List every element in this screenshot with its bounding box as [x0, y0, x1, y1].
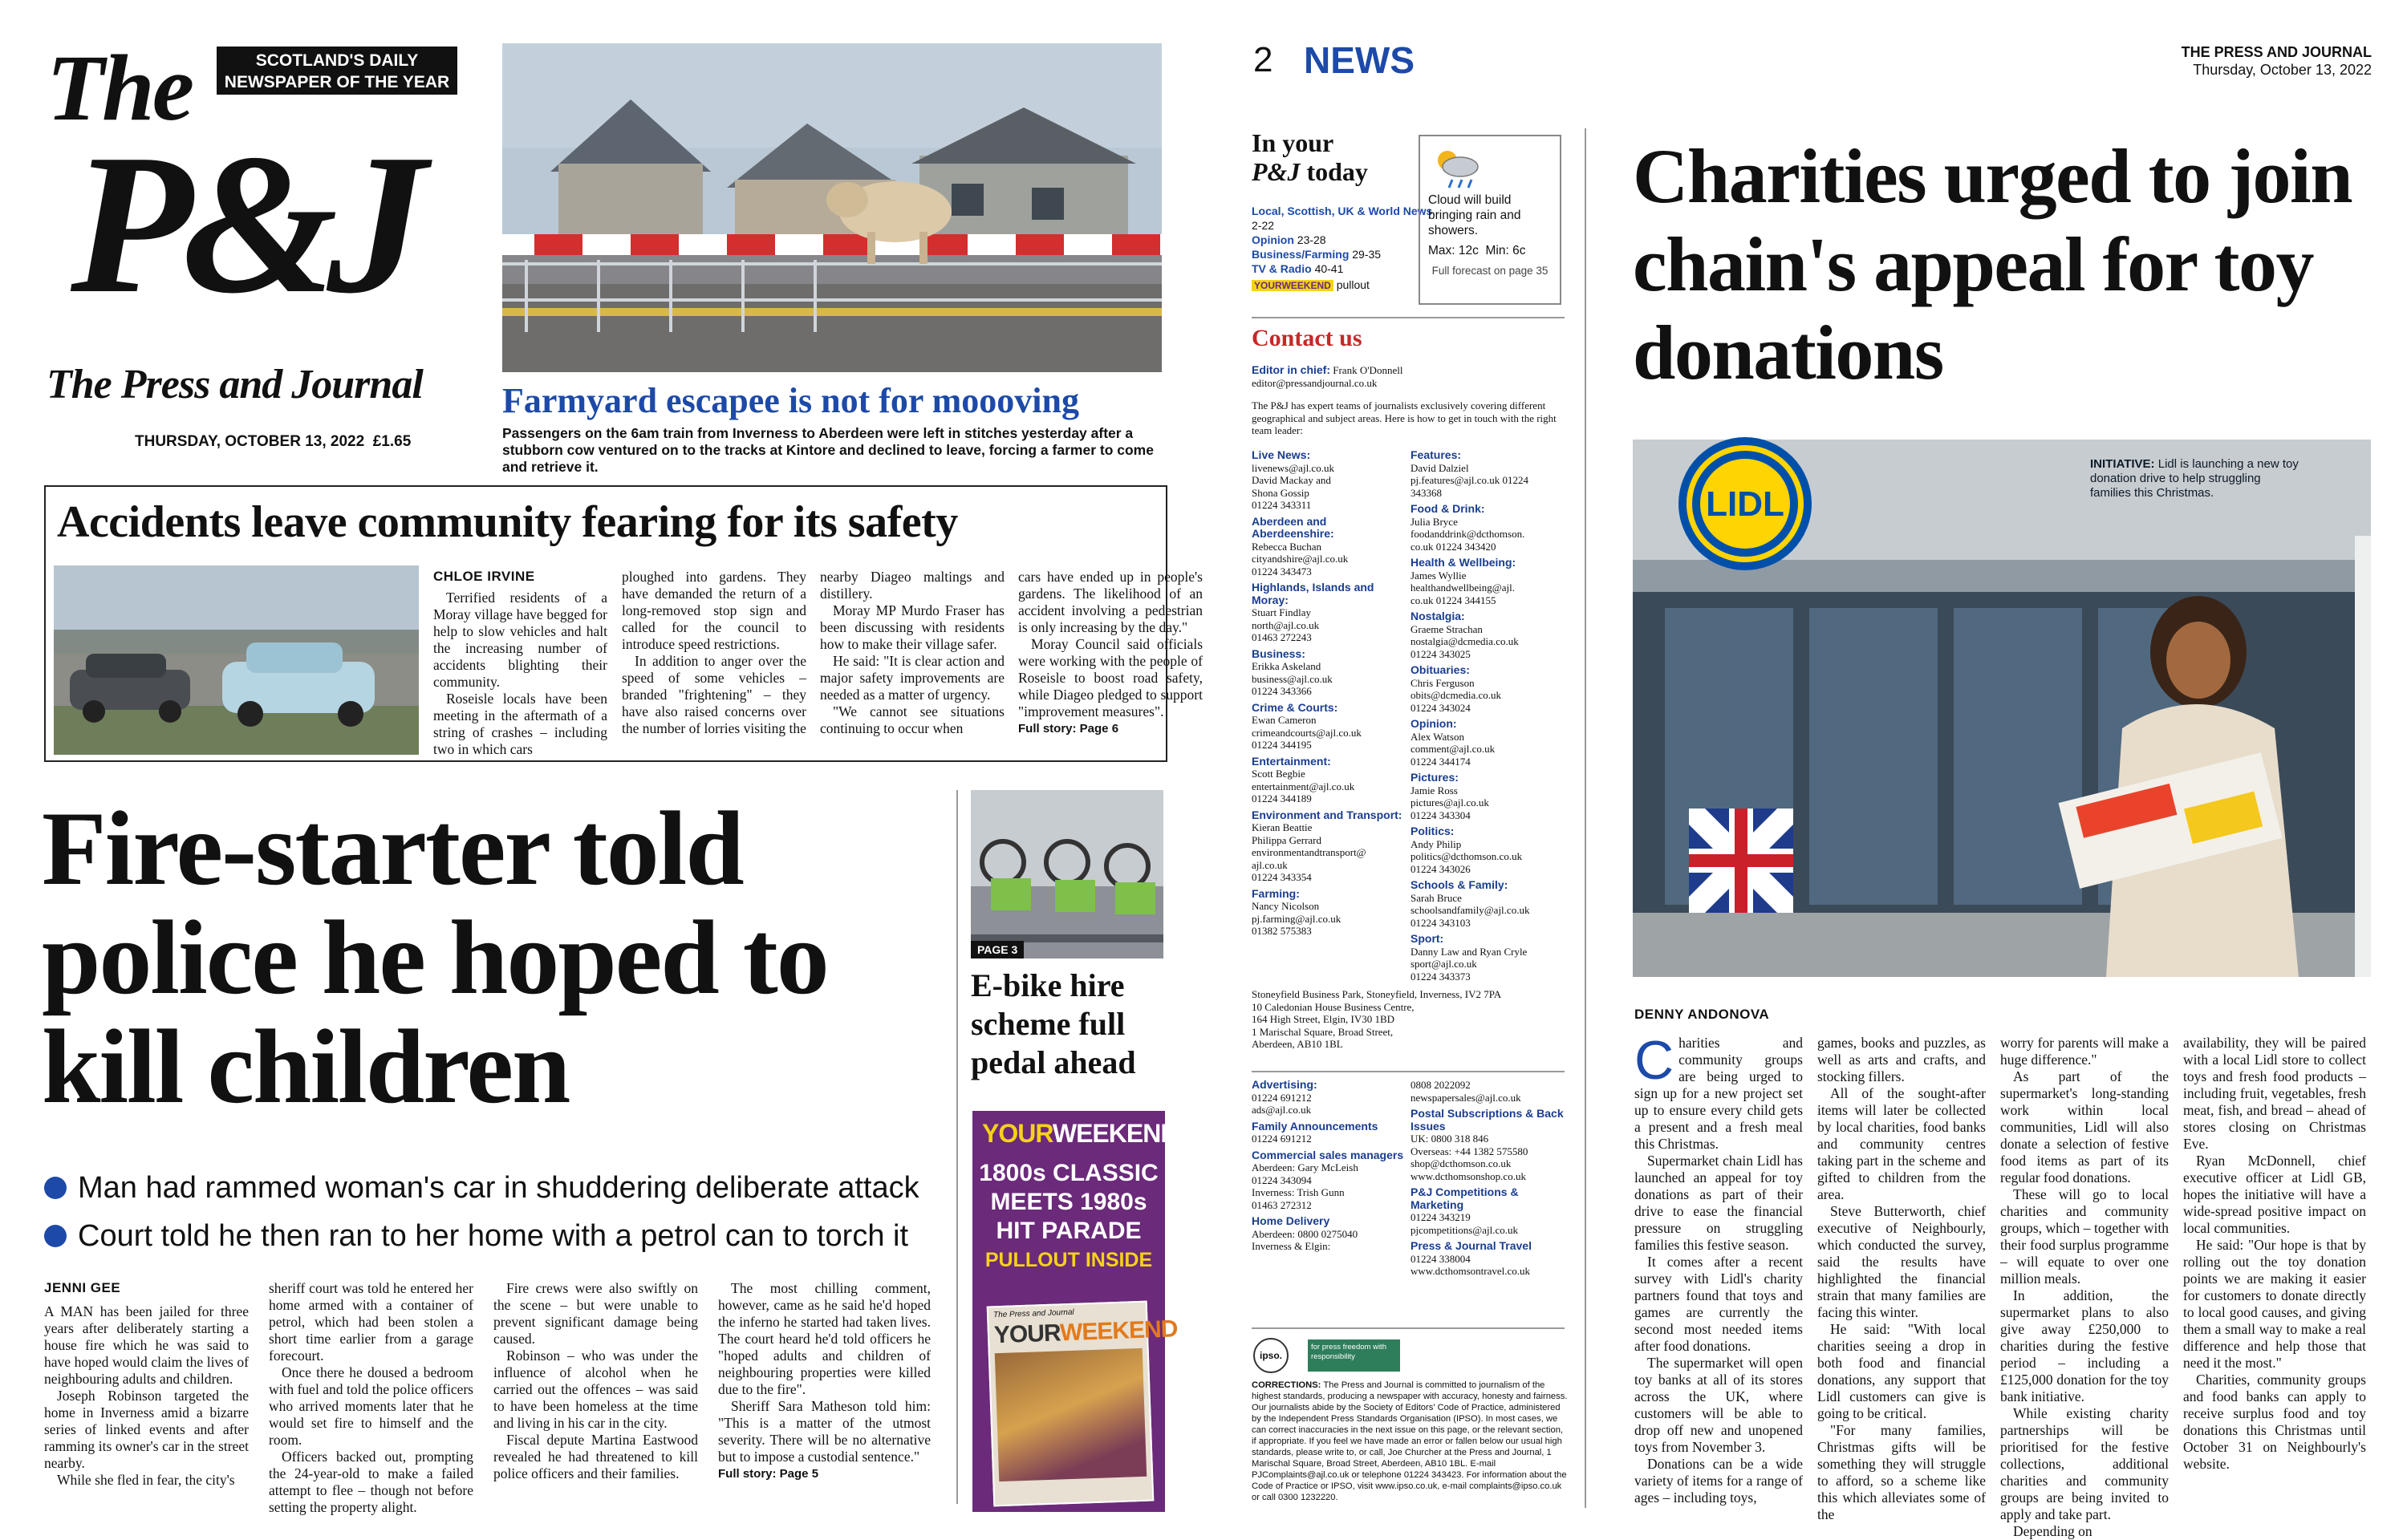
mini-cover-art — [995, 1348, 1147, 1481]
ebike-headline[interactable]: E-bike hire scheme full pedal ahead — [971, 967, 1136, 1080]
contact-entry-line: UK: 0800 318 846 — [1411, 1133, 1489, 1145]
contact-entry — [1411, 718, 1567, 768]
contact-entry-line: 01224 343025 — [1411, 647, 1471, 660]
contact-entry — [1411, 825, 1567, 875]
farmyard-headline: Farmyard escapee is not for moooving — [502, 381, 1079, 420]
editor-email[interactable]: editor@pressandjournal.co.uk — [1252, 376, 1378, 389]
contact-entry — [1411, 664, 1567, 714]
pullout-brand: YOURWEEKEND — [1252, 280, 1333, 291]
charities-para: Supermarket chain Lidl has launched an appeal for toy donations as part of their drive to ease the financial pressure on struggling families this festive season. — [1634, 1153, 1803, 1253]
contact-entry-line[interactable]: crimeandcourts@ajl.co.uk — [1252, 726, 1362, 739]
fire-col-4 — [718, 1280, 931, 1482]
contact-entry-line: 01224 343304 — [1411, 808, 1471, 821]
farmyard-caption: Passengers on the 6am train from Inverness to Aberdeen were left in stitches yesterday after a stubborn cow ventured on to the tracks at Kintore and declined to leave, forcing a farmer to come and retrieve it. — [502, 425, 1154, 475]
contact-entry-line: 01224 343024 — [1411, 701, 1471, 714]
ebike-divider — [956, 790, 958, 1504]
contents-label: Business/Farming — [1252, 248, 1350, 261]
contact-entry — [1411, 772, 1567, 821]
contact-entry-line: Overseas: +44 1382 575580 — [1411, 1145, 1528, 1157]
charities-byline: DENNY ANDONOVA — [1634, 1007, 1770, 1022]
contact-entry-line: 01224 343219 — [1411, 1211, 1471, 1223]
contact-entry — [1411, 879, 1567, 929]
contact-entry — [1252, 1215, 1404, 1253]
weekend-line-4: PULLOUT INSIDE — [984, 1249, 1153, 1271]
contact-entry-label: Home Delivery — [1252, 1214, 1330, 1227]
corrections-notice — [1252, 1380, 1569, 1503]
accidents-col-2 — [622, 569, 806, 737]
contact-entry — [1411, 449, 1567, 499]
in-your-line: In your — [1252, 128, 1334, 157]
weather-min: Min: 6c — [1485, 244, 1526, 257]
lidl-logo-text: LIDL — [1706, 484, 1784, 524]
dateline: THURSDAY, OCTOBER 13, 2022 £1.65 — [135, 433, 412, 450]
accidents-byline: CHLOE IRVINE — [433, 569, 535, 584]
contact-entry-line: Stuart Findlay — [1252, 606, 1312, 618]
contact-entry-line[interactable]: newspapersales@ajl.co.uk — [1411, 1091, 1521, 1104]
contact-entry-line: Nancy Nicolson — [1252, 900, 1320, 912]
contact-entry — [1252, 1079, 1404, 1116]
charities-para: While existing charity partnerships will be prioritised for the festive collections, additional charities and community groups are being invited to apply and take part. — [2000, 1405, 2169, 1522]
in-your-today: today — [1306, 157, 1368, 186]
accidents-para: Moray Council said officials were working with the people of Roseisle to boost road safety, while Diageo pledged to support "improvement measures". — [1018, 636, 1203, 719]
contact-list-right-2 — [1411, 1079, 1567, 1282]
accidents-para: He said: "It is clear action and major safety improvements are needed as a matter of urgency. — [820, 653, 1005, 703]
contents-label: TV & Radio — [1252, 262, 1312, 275]
logo-the: The — [47, 35, 193, 140]
weather-temps — [1428, 243, 1552, 258]
contact-entry-line[interactable]: ads@ajl.co.uk — [1252, 1104, 1312, 1116]
charities-para: As part of the supermarket's long-standing work within local communities, Lidl will also donate a selection of festive food items as part of its regular food donations. — [2000, 1068, 2169, 1185]
fire-col-2 — [269, 1280, 473, 1516]
contact-entry — [1252, 582, 1404, 644]
contact-divider — [1252, 1071, 1565, 1072]
contact-entry-line: Alex Watson — [1411, 730, 1464, 743]
weather-forecast-link[interactable]: Full forecast on page 35 — [1431, 265, 1549, 277]
contact-entry-label: Highlands, Islands and Moray: — [1252, 581, 1374, 606]
contact-entry-line: Inverness: Trish Gunn — [1252, 1186, 1345, 1198]
contact-entry-line[interactable]: environmentandtransport@ — [1252, 846, 1366, 858]
contact-entry-line[interactable]: shop@dcthomson.co.uk — [1411, 1157, 1512, 1169]
fire-para: Fiscal depute Martina Eastwood revealed he had threatened to kill police officers and their families. — [493, 1432, 698, 1481]
contact-entry-label: Nostalgia: — [1411, 610, 1465, 622]
accidents-story-box — [44, 485, 1203, 762]
award-badge — [217, 47, 457, 95]
your-weekend-promo[interactable] — [972, 1111, 1179, 1512]
bullet-dot-icon — [44, 1177, 67, 1199]
contents-item[interactable] — [1252, 247, 1436, 261]
contact-entry-line: 01224 691212 — [1252, 1091, 1312, 1104]
contact-entry — [1411, 1186, 1567, 1236]
mini-masthead: The Press and Journal — [992, 1307, 1074, 1320]
fire-para: Officers backed out, prompting the 24-year-old to make a failed attempt to flee – though not before setting the property alight. — [269, 1449, 473, 1515]
contact-intro: The P&J has expert teams of journalists exclusively covering different geographical and subject areas. Here is how to get in touch with the right team leader: — [1252, 399, 1557, 436]
contents-pages: 40-41 — [1314, 262, 1344, 275]
contact-entry-label: Live News: — [1252, 448, 1311, 461]
front-page — [0, 0, 1204, 1532]
contact-entry-line[interactable]: pj.features@ajl.co.uk 01224 — [1411, 474, 1528, 486]
contact-entry-label: Obituaries: — [1411, 663, 1470, 676]
contact-entry — [1252, 702, 1404, 752]
charities-col-2 — [1817, 1035, 1986, 1523]
lidl-scene-illustration — [1633, 440, 2371, 977]
contact-entry-line[interactable]: pictures@ajl.co.uk — [1411, 796, 1489, 808]
contact-list-left-2 — [1252, 1079, 1404, 1257]
contact-entry-line: Aberdeen: Gary McLeish — [1252, 1161, 1358, 1173]
contact-entry-label: Sport: — [1411, 932, 1444, 945]
contact-entry-line: 01224 344174 — [1411, 755, 1471, 768]
contact-entry-line: Ewan Cameron — [1252, 714, 1317, 726]
ipso-divider — [1252, 1327, 1565, 1329]
ebike-photo[interactable] — [971, 790, 1163, 958]
charities-para: worry for parents will make a huge difference." — [2000, 1035, 2169, 1068]
contact-entry-label: Health & Wellbeing: — [1411, 556, 1516, 569]
fire-bullet-1 — [44, 1171, 919, 1206]
charities-para: He said: "Our hope is that by rolling out the toy donation points we are making it easier for customers to donate directly to local good causes, and giving them a small way to make a real difference and help those that need it the most." — [2183, 1237, 2366, 1371]
accidents-full-story-link[interactable]: Full story: Page 6 — [1018, 722, 1119, 736]
contact-entry — [1252, 888, 1404, 938]
contact-entry-label: Crime & Courts: — [1252, 700, 1338, 714]
contents-pullout[interactable] — [1252, 278, 1436, 293]
contact-entry-line[interactable]: cityandshire@ajl.co.uk — [1252, 553, 1349, 565]
charities-col-3 — [2000, 1035, 2169, 1540]
contact-title: Contact us — [1252, 325, 1362, 351]
pullout-word: pullout — [1336, 278, 1370, 291]
charities-para: Ryan McDonnell, chief executive officer at Lidl GB, hopes the initiative will have a wide-spread positive impact on local communities. — [2183, 1153, 2366, 1236]
charities-para: Steve Butterworth, chief executive of Neighbourly, which conducted the survey, said the results have highlighted the financial strain that many families are facing this winter. — [1817, 1203, 1986, 1320]
contact-entry-line[interactable]: www.dcthomsontravel.co.uk — [1411, 1265, 1530, 1277]
contact-entry-line: 01224 344195 — [1252, 739, 1312, 751]
caption-text: Lidl is launching a new toy donation drive to help struggling families this Christmas. — [2090, 457, 2299, 500]
ipso-logo — [1253, 1338, 1289, 1373]
charities-para: "For many families, Christmas gifts will be something they will struggle to afford, so a scheme like this which alleviates some of the — [1817, 1422, 1986, 1522]
fire-para: Fire crews were also swiftly on the scene – but were unable to prevent significant damage being caused. — [493, 1280, 698, 1347]
contact-entry-line: 01224 343354 — [1252, 871, 1312, 883]
contact-entry-line: 01463 272243 — [1252, 631, 1312, 643]
accidents-para: Terrified residents of a Moray village have begged for help to slow vehicles and halt the increasing number of accidents blighting their community. — [433, 590, 607, 690]
contact-entry-line: Jamie Ross — [1411, 784, 1458, 796]
contact-entry-label: Postal Subscriptions & Back Issues — [1411, 1107, 1564, 1133]
fire-para: Sheriff Sara Matheson told him: "This is a matter of the utmost severity. There will be no alternative but to impose a custodial sentence." — [718, 1398, 931, 1465]
contact-entry-line: 01224 343366 — [1252, 685, 1312, 697]
contact-list-left — [1252, 449, 1404, 942]
contact-entry-line[interactable]: nostalgia@dcmedia.co.uk — [1411, 635, 1519, 647]
bullet-dot-icon — [44, 1225, 67, 1247]
contact-entry-line: Philippa Gerrard — [1252, 833, 1322, 846]
fire-para: While she fled in fear, the city's — [57, 1472, 235, 1488]
contact-entry — [1252, 809, 1404, 884]
award-line-2: NEWSPAPER OF THE YEAR — [224, 73, 450, 91]
logo-pj: P&J — [71, 113, 416, 335]
contact-entry-label: Food & Drink: — [1411, 502, 1485, 515]
contact-entry — [1252, 1121, 1404, 1145]
accidents-para: ploughed into gardens. They have demanded the return of a long-removed stop sign and called for the council to introduce speed restrictions. — [622, 569, 806, 652]
contents-pages: 29-35 — [1352, 248, 1382, 261]
contact-entry-label: Environment and Transport: — [1252, 808, 1402, 821]
weather-text: Cloud will build bringing rain and showers. — [1428, 193, 1521, 237]
accidents-para: In addition to anger over the speed of some vehicles – branded "frightening" – they have also raised concerns over the number of lorries visiting the — [622, 653, 806, 736]
contact-entry-line: 343368 — [1411, 486, 1442, 499]
contact-entry — [1411, 1079, 1567, 1104]
fire-byline: JENNI GEE — [44, 1280, 121, 1295]
contact-entry-line[interactable]: sport@ajl.co.uk — [1411, 958, 1477, 970]
page-two-column-divider — [1585, 128, 1586, 1508]
accidents-para: Roseisle locals have been meeting in the aftermath of a string of crashes – including two in which cars — [433, 691, 607, 757]
contact-entry-line: 01224 343103 — [1411, 916, 1471, 929]
contact-entry-line[interactable]: obits@dcmedia.co.uk — [1411, 689, 1502, 701]
cow-on-tracks-photo — [502, 43, 1162, 372]
charities-para: availability, they will be paired with a local Lidl store to collect toys and fresh food products – including fruit, vegetables, fresh meat, fish, and bread – ahead of stores closing on Christmas Eve. — [2183, 1035, 2366, 1152]
contents-pages: 23-28 — [1297, 233, 1326, 246]
contact-entry — [1252, 449, 1404, 512]
accidents-para: cars have ended up in people's gardens. The likelihood of an accident involving a pedestrian is only increasing by the day." — [1018, 569, 1203, 635]
contact-entry-line: 01224 344189 — [1252, 792, 1312, 804]
contact-entry-label: Press & Journal Travel — [1411, 1239, 1532, 1252]
fire-headline: Fire-starter told police he hoped to kill children — [42, 789, 828, 1125]
contact-entry-line: Rebecca Buchan — [1252, 540, 1321, 553]
fire-col-3 — [493, 1280, 698, 1482]
contact-entry-line: Graeme Strachan — [1411, 622, 1483, 635]
contact-entry — [1411, 503, 1567, 553]
in-your-pj-box — [1252, 128, 1436, 313]
mini-brand-weekend: WEEKEND — [1059, 1315, 1178, 1347]
contact-entry-label: Opinion: — [1411, 717, 1457, 730]
charities-col-4 — [2183, 1035, 2366, 1473]
contact-entry-line: James Wyllie — [1411, 569, 1467, 582]
charities-col-1 — [1634, 1030, 1803, 1506]
contact-entry — [1252, 1149, 1404, 1212]
your-weekend-brand — [982, 1119, 1178, 1149]
editor-label: Editor in chief: — [1252, 363, 1330, 376]
fire-col-1 — [44, 1303, 249, 1489]
contact-entry-line[interactable]: foodanddrink@dcthomson. — [1411, 528, 1525, 540]
contact-entry — [1252, 516, 1404, 578]
contact-entry-line: 01224 343373 — [1411, 970, 1471, 983]
contact-entry-line[interactable]: business@ajl.co.uk — [1252, 672, 1333, 685]
contact-entry-line: Inverness & Elgin: — [1252, 1240, 1331, 1252]
contact-entry-label: Features: — [1411, 448, 1462, 461]
contact-entry-line: 01463 272312 — [1252, 1198, 1312, 1211]
contact-list-right — [1411, 449, 1567, 987]
crashed-cars-photo — [54, 565, 419, 755]
charities-para-lead — [1634, 1030, 1803, 1153]
contents-divider — [1252, 317, 1565, 318]
your-weekend-headline — [972, 1159, 1165, 1275]
contact-entry — [1411, 610, 1567, 660]
contact-entry-line[interactable]: pj.farming@ajl.co.uk — [1252, 912, 1342, 925]
corrections-label: CORRECTIONS: — [1252, 1380, 1321, 1390]
contact-entry-line: 01224 343094 — [1252, 1173, 1312, 1186]
fire-bullet-2-text: Court told he then ran to her home with a petrol can to torch it — [78, 1219, 909, 1253]
award-line-1: SCOTLAND'S DAILY — [255, 51, 419, 70]
contact-entry-label: Entertainment: — [1252, 754, 1331, 768]
contact-entry-line: Scott Begbie — [1252, 768, 1305, 780]
charities-para: In addition, the supermarket plans to also give away £250,000 to charities during the festive period – including a £125,000 donation for the toy bank initiative. — [2000, 1287, 2169, 1404]
contact-entry-label: Schools & Family: — [1411, 878, 1508, 891]
address-line: 164 High Street, Elgin, IV30 1BD — [1252, 1013, 1395, 1025]
corrections-text: The Press and Journal is committed to journalism of the highest standards, producing a newspaper with accuracy, honesty and fairness. Our journalists abide by the Society of Editors' Code of Practice, administered by the Independent Press Standards Organisation (IPSO). In most cases, we can correct inaccuracies in the next issue on this page, or the relevant section, if appropriate. If you feel we have made an error or fallen below our usual high standards, please write to, or call, Joe Churcher at the Press and Journal, 1 Marischal Square, Broad Street, Aberdeen, AB10 1BL. E-mail PJComplaints@ajl.co.uk or telephone 01224 343423. For information about the Code of Practice or IPSO, visit www.ipso.co.uk, e-mail complaints@ipso.co.uk or call 0300 1232220. — [1252, 1380, 1568, 1502]
charities-para: These will go to local charities and community groups, which – together with their food surplus programme – will equate to over one million meals. — [2000, 1186, 2169, 1287]
contact-entry-line: co.uk 01224 343420 — [1411, 540, 1496, 553]
contact-entry-line: 01224 338004 — [1411, 1252, 1471, 1265]
charities-para: He said: "With local charities seeing a drop in both food and financial donations, any support that Lidl customers can give is going to be critical. — [1817, 1321, 1986, 1421]
charities-para: Charities, community groups and food banks can apply to receive surplus food and toy donations this Christmas until October 31 on Neighbourly's website. — [2183, 1372, 2366, 1472]
contents-item[interactable] — [1252, 233, 1436, 247]
cars-illustration — [54, 565, 419, 755]
fire-para: A MAN has been jailed for three years after deliberately starting a house fire which he was said to have hoped would claim the lives of neighbouring adults and children. — [44, 1303, 249, 1387]
contact-entry-line: ajl.co.uk — [1252, 858, 1288, 871]
contact-entry-line[interactable]: healthandwellbeing@ajl. — [1411, 582, 1516, 594]
accidents-col-4 — [1018, 569, 1203, 737]
running-head-paper: THE PRESS AND JOURNAL — [2181, 44, 2372, 60]
ebike-illustration — [971, 790, 1163, 958]
address-line: 10 Caledonian House Business Centre, — [1252, 1000, 1415, 1013]
contact-entry-label: Aberdeen and Aberdeenshire: — [1252, 514, 1334, 540]
contact-entry-line: 01224 343473 — [1252, 565, 1312, 578]
fire-bullet-2 — [44, 1219, 908, 1254]
mini-brand-your: YOUR — [993, 1319, 1061, 1349]
fire-para: Once there he doused a bedroom with fuel and told the police officers who arrived moments later that he would set fire to himself and the room. — [269, 1364, 473, 1448]
contact-entry-line: Erikka Askeland — [1252, 660, 1321, 672]
in-your-pj-logo: P&J — [1252, 157, 1301, 186]
brand-weekend: WEEKEND — [1052, 1119, 1179, 1148]
contact-entry-line[interactable]: pjcompetitions@ajl.co.uk — [1411, 1223, 1519, 1236]
contact-entry-line: Sarah Bruce — [1411, 891, 1462, 904]
fire-para: The most chilling comment, however, came as he said he'd hoped the inferno he started had taken lives. The court heard he'd told officers he "hoped adults and children of neighbouring properties were killed due to the fire". — [718, 1280, 931, 1397]
contact-entry-label: Family Announcements — [1252, 1119, 1378, 1133]
cow-scene-illustration — [502, 43, 1162, 372]
fire-para: Joseph Robinson targeted the home in Inverness amid a bizarre series of linked events and after ramming its owner's car in the street nearby. — [44, 1388, 249, 1471]
in-your-contents — [1252, 204, 1436, 293]
contact-entry — [1411, 1240, 1567, 1278]
brand-your: YOUR — [982, 1119, 1053, 1148]
address-line: 1 Marischal Square, Broad Street, — [1252, 1025, 1394, 1038]
weather-max: Max: 12c — [1428, 244, 1479, 257]
contact-entry-line: 01382 575383 — [1252, 925, 1312, 937]
contact-entry-line: Aberdeen: 0800 0275040 — [1252, 1227, 1358, 1240]
fire-para: Robinson – who was under the influence of alcohol when he carried out the offences – was said to have been homeless at the time and living in his car in the city. — [493, 1348, 698, 1431]
charities-para: Donations can be a wide variety of items for a range of ages – including toys, — [1634, 1456, 1803, 1506]
contact-entry-line: Julia Bryce — [1411, 515, 1458, 528]
contact-entry — [1411, 1108, 1567, 1182]
contact-entry-line: Chris Ferguson — [1411, 676, 1475, 689]
contents-label: Local, Scottish, UK & World News — [1252, 205, 1433, 217]
address-line: Stoneyfield Business Park, Stoneyfield, Inverness, IV2 7PA — [1252, 988, 1502, 1000]
contact-entry-line[interactable]: politics@dcthomson.co.uk — [1411, 850, 1523, 862]
accidents-para: nearby Diageo maltings and distillery. — [820, 569, 1005, 602]
contents-label: Opinion — [1252, 233, 1294, 246]
fire-bullet-1-text: Man had rammed woman's car in shuddering deliberate attack — [78, 1171, 919, 1205]
running-head-date: Thursday, October 13, 2022 — [2193, 62, 2372, 78]
contact-entry — [1411, 933, 1567, 983]
contact-entry-line: David Dalziel — [1411, 461, 1469, 474]
contact-entry-label: Pictures: — [1411, 771, 1459, 784]
editor-line — [1252, 364, 1565, 389]
address-line: Aberdeen, AB10 1BL — [1252, 1038, 1343, 1050]
contact-entry-label: Advertising: — [1252, 1078, 1317, 1091]
page-3-tag: PAGE 3 — [971, 941, 1024, 958]
weekend-line-2: MEETS 1980s — [990, 1189, 1147, 1215]
logo-subtitle: The Press and Journal — [47, 362, 423, 407]
weekend-line-3: HIT PARADE — [996, 1218, 1142, 1244]
contact-entry — [1252, 756, 1404, 805]
contact-entry-label: Farming: — [1252, 886, 1300, 900]
caption-label: INITIATIVE: — [2090, 457, 2155, 471]
contact-entry-line[interactable]: entertainment@ajl.co.uk — [1252, 780, 1355, 792]
lidl-store-photo — [1633, 440, 2371, 977]
contact-entry-label: Commercial sales managers — [1252, 1148, 1404, 1161]
charities-lead-text: harities and community groups are being urged to sign up for a new project set up to ensure every child gets a present and a fresh meal this Christmas. — [1634, 1035, 1803, 1152]
contact-entry-line: 01224 343311 — [1252, 499, 1312, 511]
contact-entry-line[interactable]: livenews@ajl.co.uk — [1252, 461, 1334, 474]
contents-item[interactable] — [1252, 204, 1436, 233]
editor-name: Frank O'Donnell — [1333, 364, 1403, 376]
page-two — [1204, 0, 2407, 1539]
contact-entry-line: Danny Law and Ryan Cryle — [1411, 945, 1528, 958]
section-name: NEWS — [1304, 39, 1415, 81]
lidl-photo-caption — [2090, 457, 2299, 500]
accidents-headline: Accidents leave community fearing for its safety — [57, 497, 958, 547]
contact-addresses — [1252, 988, 1565, 1051]
in-your-title — [1252, 128, 1436, 186]
accidents-para: "We cannot see situations continuing to occur when — [820, 703, 1005, 736]
contact-entry — [1252, 648, 1404, 698]
charities-para: games, books and puzzles, as well as arts and crafts, and stocking fillers. — [1817, 1035, 1986, 1084]
page-number: 2 — [1253, 40, 1273, 79]
charities-para: Depending on — [2013, 1523, 2092, 1539]
contact-entry-label: Politics: — [1411, 825, 1455, 837]
contact-entry-line[interactable]: comment@ajl.co.uk — [1411, 743, 1496, 755]
mini-brand — [988, 1315, 1178, 1349]
accidents-para: Moray MP Murdo Fraser has been discussing with residents how to make their village safer. — [820, 602, 1005, 652]
fire-para: sheriff court was told he entered her home armed with a container of petrol, which had been stolen a short time earlier from a garage forecourt. — [269, 1280, 473, 1364]
weather-box — [1419, 135, 1561, 305]
contents-item[interactable] — [1252, 261, 1436, 276]
charities-para: All of the sought-after items will later be collected by local charities, food banks and community centres taking part in the scheme and gifted to children from the area. — [1817, 1085, 1986, 1202]
contact-entry-line: 0808 2022092 — [1411, 1079, 1471, 1091]
contact-entry-line[interactable]: north@ajl.co.uk — [1252, 618, 1320, 631]
contact-entry-line: 01224 343026 — [1411, 862, 1471, 875]
masthead-logo — [47, 35, 472, 421]
contact-entry-line: Kieran Beattie — [1252, 821, 1313, 833]
ipso-wordmark: ipso. — [1259, 1350, 1282, 1361]
contact-entry-label: P&J Competitions & Marketing — [1411, 1185, 1519, 1211]
weekend-line-1: 1800s CLASSIC — [979, 1160, 1159, 1186]
charities-para: The supermarket will open toy banks at all of its stores across the UK, where customers will be able to drop off new and unopened toys from November 3. — [1634, 1355, 1803, 1455]
your-weekend-magazine-cover — [987, 1301, 1178, 1507]
drop-cap: C — [1634, 1030, 1674, 1091]
contact-entry-line[interactable]: schoolsandfamily@ajl.co.uk — [1411, 904, 1530, 916]
cloud-sun-rain-icon — [1428, 143, 1552, 192]
contact-entry-line: David Mackay and — [1252, 474, 1331, 486]
charities-headline: Charities urged to join chain's appeal for toy donations — [1633, 133, 2352, 395]
ipso-tagline: for press freedom with responsibility — [1308, 1339, 1400, 1372]
fire-full-story-link[interactable]: Full story: Page 5 — [718, 1467, 819, 1481]
contents-pages: 2-22 — [1252, 219, 1275, 232]
contact-entry — [1411, 557, 1567, 606]
contact-entry-line[interactable]: www.dcthomsonshop.co.uk — [1411, 1169, 1526, 1182]
contact-entry-line: Andy Philip — [1411, 837, 1462, 850]
contact-entry-label: Business: — [1252, 646, 1305, 660]
in-your-line-2 — [1252, 157, 1436, 186]
contact-entry-line: Shona Gossip — [1252, 486, 1309, 499]
contact-entry-line: 01224 691212 — [1252, 1133, 1312, 1145]
accidents-col-3 — [820, 569, 1005, 737]
contact-entry-line: co.uk 01224 344155 — [1411, 594, 1496, 606]
charities-para: It comes after a recent survey with Lidl's charity partners found that toys and games are currently the second most needed items after food donations. — [1634, 1254, 1803, 1354]
accidents-col-1 — [433, 590, 607, 758]
